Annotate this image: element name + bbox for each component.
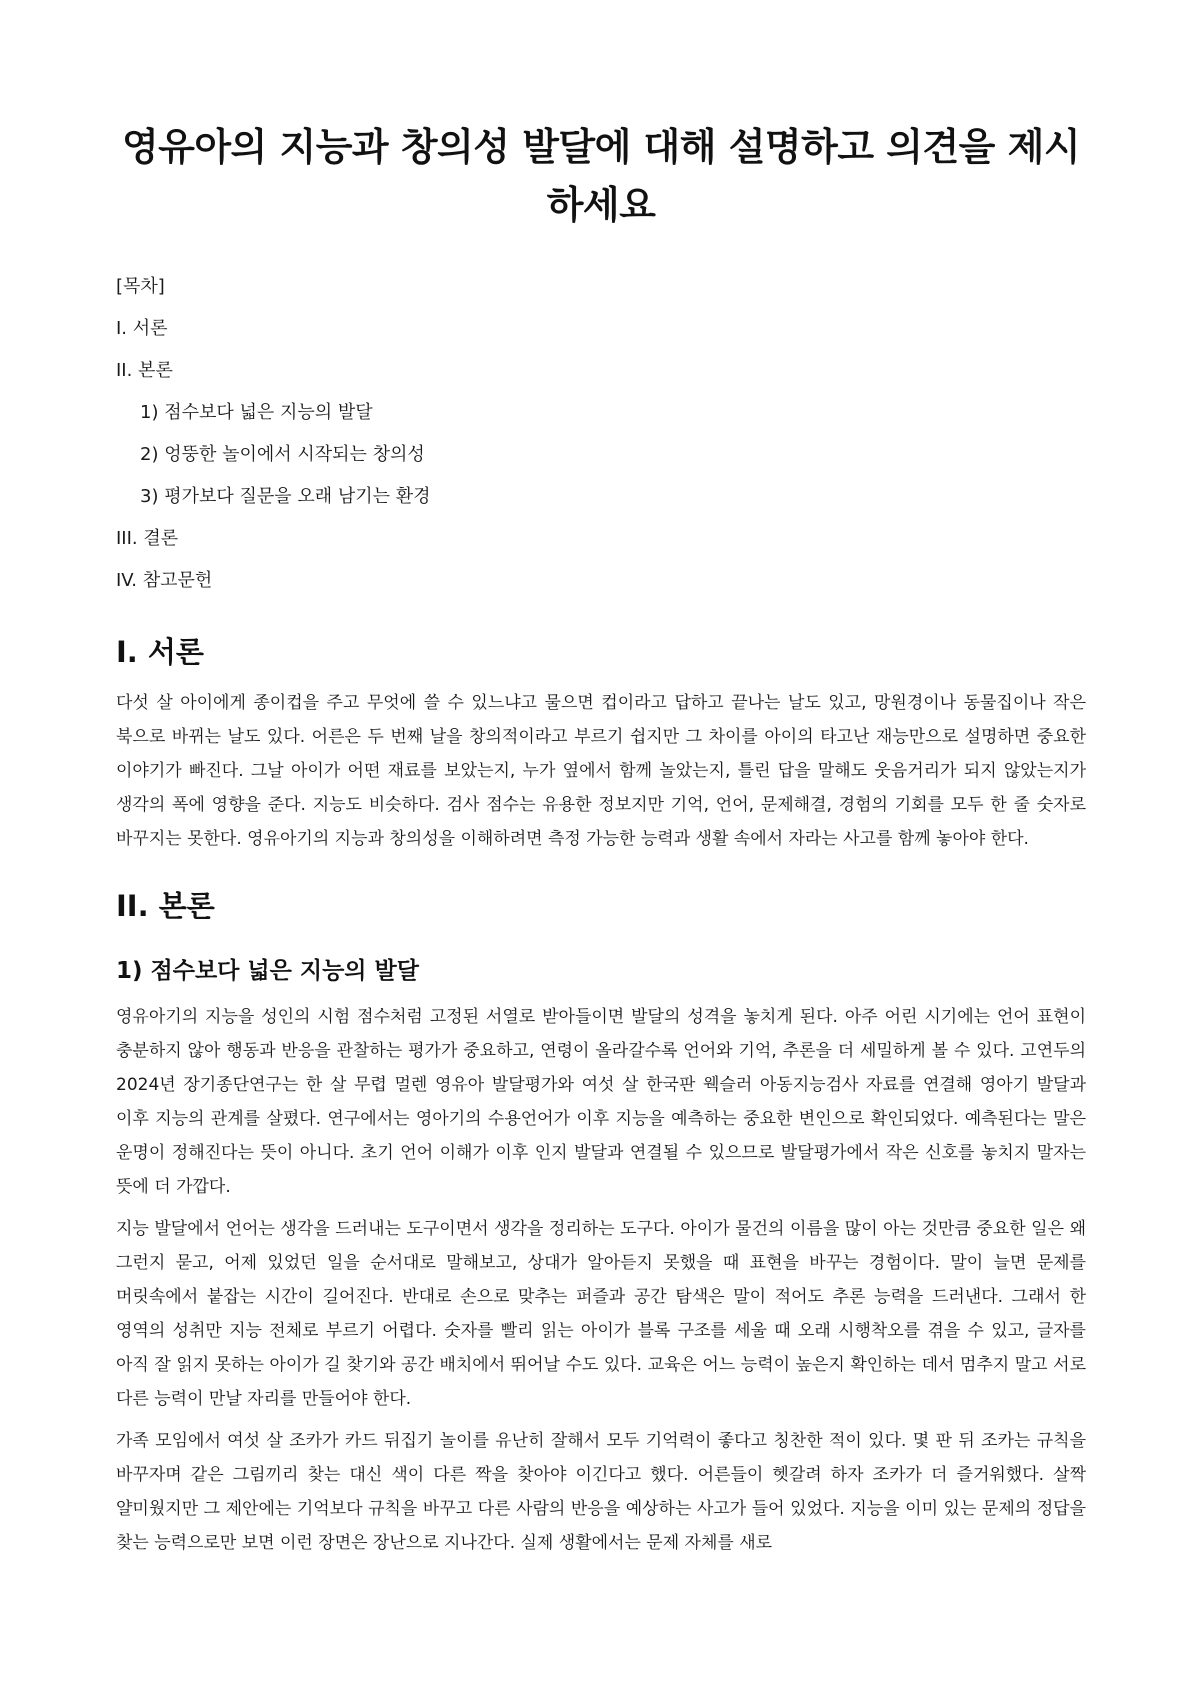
- toc-item-conclusion: III. 결론: [116, 528, 179, 549]
- intro-paragraph: 다섯 살 아이에게 종이컵을 주고 무엇에 쓸 수 있느냐고 물으면 컵이라고 답하고 끝나는 날도 있고, 망원경이나 동물집이나 작은 북으로 바뀌는 날도 있다. 어른은 두 번째 날을 창의적이라고 부르기 쉽지만 그 차이를 아이의 타고난 재능만으로 설명하면 중요한 이야기가 빠진다. 그날 아이가 어떤 재료를 보았는지, 누가 옆에서 함께 놀았는지, 틀린 답을 말해도 웃음거리가 되지 않았는지가 생각의 폭에 영향을 준다. 지능도 비슷하다. 검사 점수는 유용한 정보지만 기억, 언어, 문제해결, 경험의 기회를 모두 한 줄 숫자로 바꾸지는 못한다. 영유아기의 지능과 창의성을 이해하려면 측정 가능한 능력과 생활 속에서 자라는 사고를 함께 놓아야 한다.: [116, 693, 1086, 849]
- subsection-heading-1: 1) 점수보다 넓은 지능의 발달: [116, 958, 419, 984]
- table-of-contents: [116, 266, 1086, 602]
- section-heading-intro: I. 서론: [116, 635, 204, 669]
- toc-heading: [목차]: [116, 276, 165, 297]
- page-title: 영유아의 지능과 창의성 발달에 대해 설명하고 의견을 제시하세요: [121, 125, 1081, 227]
- toc-item-body: II. 본론: [116, 360, 173, 381]
- toc-item-body-1: 1) 점수보다 넓은 지능의 발달: [140, 402, 373, 423]
- toc-item-body-2: 2) 엉뚱한 놀이에서 시작되는 창의성: [140, 444, 425, 465]
- toc-item-intro: I. 서론: [116, 318, 168, 339]
- document-page: [116, 0, 1086, 1568]
- body-paragraph: 지능 발달에서 언어는 생각을 드러내는 도구이면서 생각을 정리하는 도구다. 아이가 물건의 이름을 많이 아는 것만큼 중요한 일은 왜 그런지 묻고, 어제 있었던 일을 순서대로 말해보고, 상대가 알아듣지 못했을 때 표현을 바꾸는 경험이다. 말이 늘면 문제를 머릿속에서 붙잡는 시간이 길어진다. 반대로 손으로 맞추는 퍼즐과 공간 탐색은 말이 적어도 추론 능력을 드러낸다. 그래서 한 영역의 성취만 지능 전체로 부르기 어렵다. 숫자를 빨리 읽는 아이가 블록 구조를 세울 때 오래 시행착오를 겪을 수 있고, 글자를 아직 잘 읽지 못하는 아이가 길 찾기와 공간 배치에서 뛰어날 수도 있다. 교육은 어느 능력이 높은지 확인하는 데서 멈추지 말고 서로 다른 능력이 만날 자리를 만들어야 한다.: [116, 1219, 1086, 1409]
- section-heading-body: II. 본론: [116, 889, 215, 923]
- body-paragraph: 영유아기의 지능을 성인의 시험 점수처럼 고정된 서열로 받아들이면 발달의 성격을 놓치게 된다. 아주 어린 시기에는 언어 표현이 충분하지 않아 행동과 반응을 관찰하는 평가가 중요하고, 연령이 올라갈수록 언어와 기억, 추론을 더 세밀하게 볼 수 있다. 고연두의 2024년 장기종단연구는 한 살 무렵 멀렌 영유아 발달평가와 여섯 살 한국판 웩슬러 아동지능검사 자료를 연결해 영아기 발달과 이후 지능의 관계를 살폈다. 연구에서는 영아기의 수용언어가 이후 지능을 예측하는 중요한 변인으로 확인되었다. 예측된다는 말은 운명이 정해진다는 뜻이 아니다. 초기 언어 이해가 이후 인지 발달과 연결될 수 있으므로 발달평가에서 작은 신호를 놓치지 말자는 뜻에 더 가깝다.: [116, 1007, 1086, 1197]
- toc-item-body-3: 3) 평가보다 질문을 오래 남기는 환경: [140, 486, 431, 507]
- body-paragraph: 가족 모임에서 여섯 살 조카가 카드 뒤집기 놀이를 유난히 잘해서 모두 기억력이 좋다고 칭찬한 적이 있다. 몇 판 뒤 조카는 규칙을 바꾸자며 같은 그림끼리 찾는 대신 색이 다른 짝을 찾아야 이긴다고 했다. 어른들이 헷갈려 하자 조카가 더 즐거워했다. 살짝 얄미웠지만 그 제안에는 기억보다 규칙을 바꾸고 다른 사람의 반응을 예상하는 사고가 들어 있었다. 지능을 이미 있는 문제의 정답을 찾는 능력으로만 보면 이런 장면은 장난으로 지나간다. 실제 생활에서는 문제 자체를 새로: [116, 1431, 1086, 1553]
- toc-item-references: IV. 참고문헌: [116, 570, 213, 591]
